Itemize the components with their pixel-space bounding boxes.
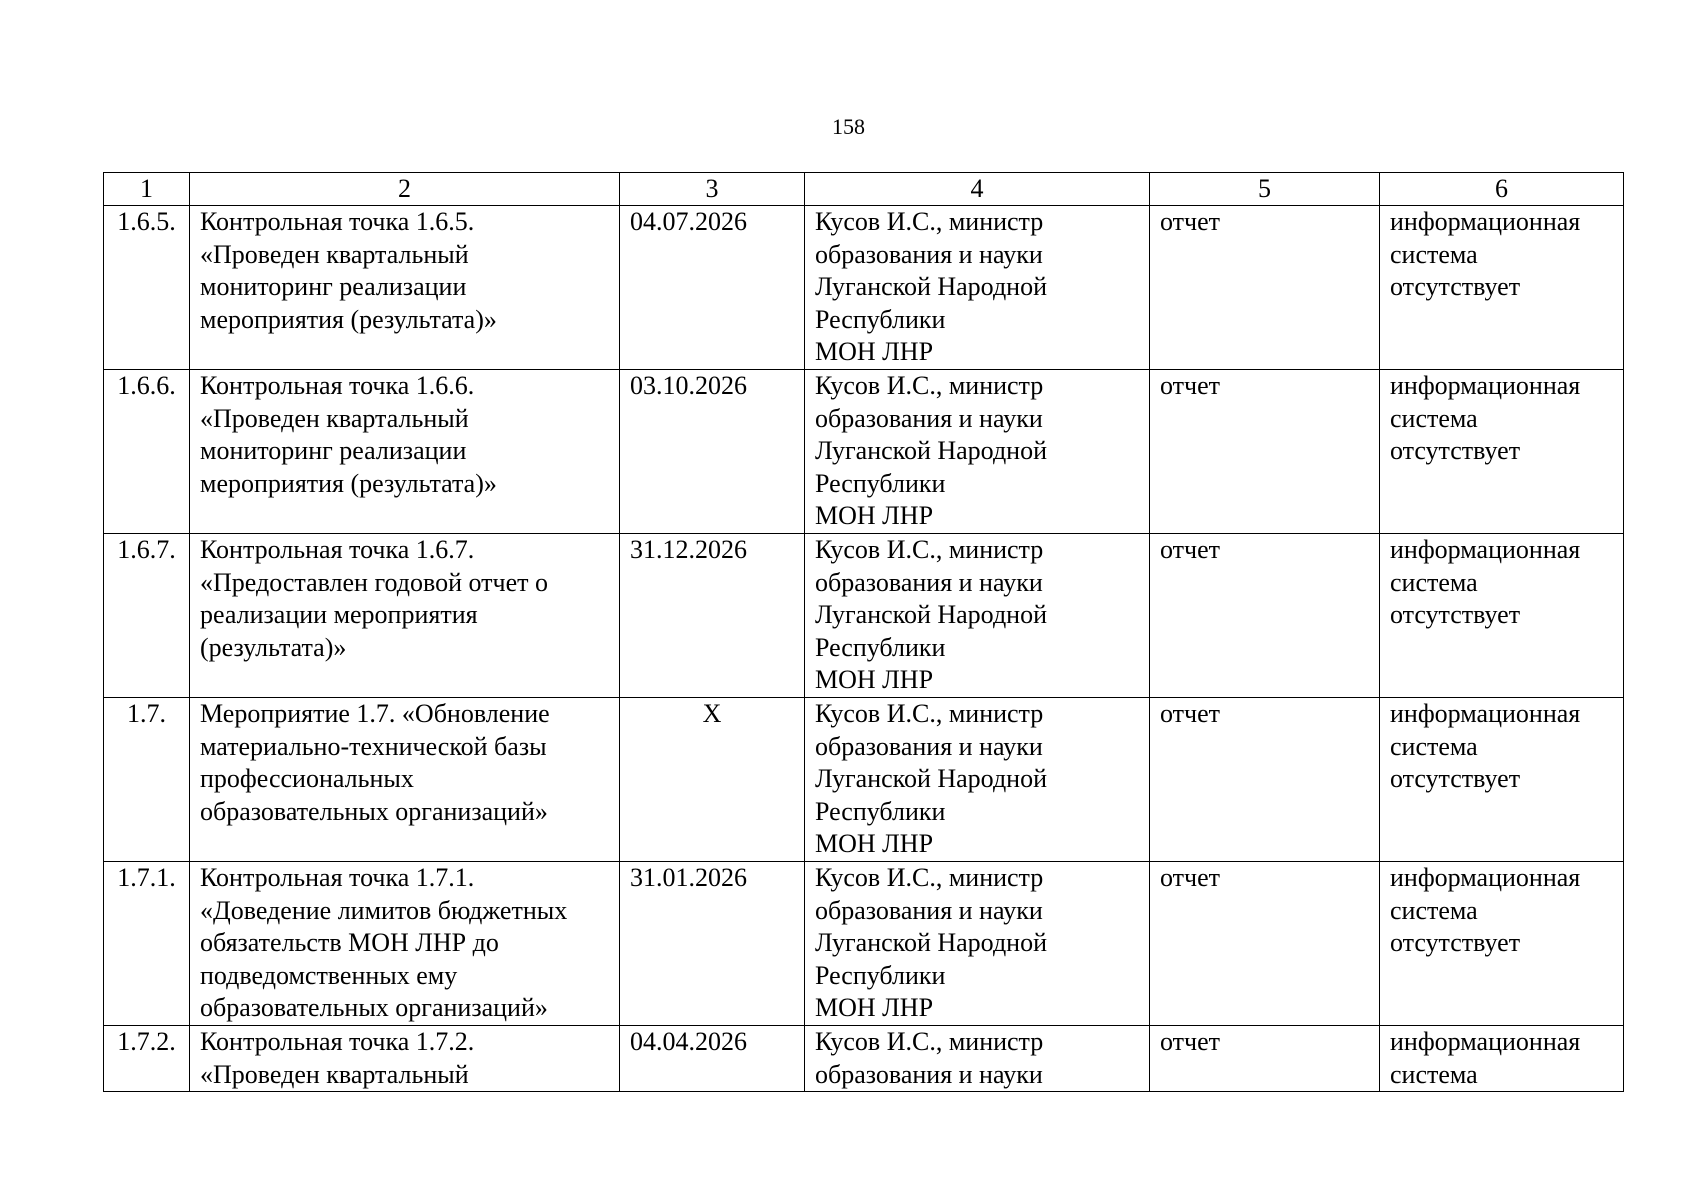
row-responsible-line: МОН ЛНР	[815, 993, 934, 1022]
row-responsible-line: Кусов И.С., министр	[815, 699, 1044, 728]
page-number: 158	[832, 114, 865, 139]
row-info-line: система	[1390, 403, 1478, 433]
row-name-line: профессиональных	[200, 764, 414, 793]
header-col-5: 5	[1150, 173, 1380, 206]
row-responsible-line: Республики	[815, 632, 946, 662]
row-info-system	[1380, 370, 1624, 534]
row-date: Х	[620, 698, 805, 862]
table-row	[104, 862, 1624, 1026]
row-info-line: система	[1390, 567, 1478, 597]
row-info-line: информационная	[1390, 1027, 1581, 1056]
table-row	[104, 698, 1624, 862]
row-info-line: отсутствует	[1390, 272, 1521, 301]
table-row	[104, 206, 1624, 370]
row-date: 03.10.2026	[620, 370, 805, 534]
row-info-line: система	[1390, 239, 1478, 269]
header-col-1: 1	[104, 173, 190, 206]
row-info-line: система	[1390, 895, 1478, 925]
row-name-line: Контрольная точка 1.7.1.	[200, 863, 475, 892]
row-name	[190, 534, 620, 698]
plan-table	[103, 172, 1624, 1092]
row-name	[190, 1026, 620, 1092]
row-responsible-line: образования и науки	[815, 895, 1043, 925]
row-responsible-line: Луганской Народной	[815, 600, 1047, 629]
header-col-2: 2	[190, 173, 620, 206]
row-responsible	[805, 1026, 1150, 1092]
row-number: 1.6.5.	[104, 206, 190, 370]
row-info-line: система	[1390, 731, 1478, 761]
row-responsible-line: Кусов И.С., министр	[815, 371, 1044, 400]
row-number: 1.6.6.	[104, 370, 190, 534]
row-responsible-line: образования и науки	[815, 731, 1043, 761]
row-responsible-line: Луганской Народной	[815, 928, 1047, 957]
header-col-4: 4	[805, 173, 1150, 206]
row-info-line: информационная	[1390, 863, 1581, 892]
row-doc-type: отчет	[1150, 862, 1380, 1026]
row-name-line: образовательных организаций»	[200, 796, 548, 826]
row-responsible-line: Луганской Народной	[815, 764, 1047, 793]
row-responsible-line: МОН ЛНР	[815, 337, 934, 366]
row-number: 1.6.7.	[104, 534, 190, 698]
row-doc-type: отчет	[1150, 1026, 1380, 1092]
row-responsible	[805, 698, 1150, 862]
row-name-line: мониторинг реализации	[200, 272, 467, 301]
row-info-system	[1380, 534, 1624, 698]
row-name	[190, 206, 620, 370]
row-responsible-line: Республики	[815, 468, 946, 498]
row-date: 04.04.2026	[620, 1026, 805, 1092]
row-doc-type: отчет	[1150, 534, 1380, 698]
row-info-line: система	[1390, 1059, 1478, 1089]
row-info-line: отсутствует	[1390, 436, 1521, 465]
row-name-line: мероприятия (результата)»	[200, 468, 497, 498]
table-header-row	[104, 173, 1624, 206]
row-date: 31.12.2026	[620, 534, 805, 698]
row-name-line: «Предоставлен годовой отчет о	[200, 567, 548, 597]
row-responsible-line: Луганской Народной	[815, 436, 1047, 465]
row-responsible	[805, 206, 1150, 370]
row-info-line: отсутствует	[1390, 928, 1521, 957]
row-info-line: информационная	[1390, 207, 1581, 236]
row-doc-type: отчет	[1150, 206, 1380, 370]
row-responsible	[805, 862, 1150, 1026]
row-name-line: «Проведен квартальный	[200, 403, 469, 433]
table-row	[104, 370, 1624, 534]
row-name-line: Контрольная точка 1.6.7.	[200, 535, 475, 564]
row-responsible-line: Кусов И.С., министр	[815, 863, 1044, 892]
row-name-line: (результата)»	[200, 632, 347, 662]
row-name-line: обязательств МОН ЛНР до	[200, 928, 499, 957]
row-responsible-line: образования и науки	[815, 567, 1043, 597]
row-responsible-line: МОН ЛНР	[815, 829, 934, 858]
table-row	[104, 534, 1624, 698]
row-info-system	[1380, 698, 1624, 862]
row-name-line: Контрольная точка 1.6.6.	[200, 371, 475, 400]
row-date: 31.01.2026	[620, 862, 805, 1026]
row-info-line: отсутствует	[1390, 764, 1521, 793]
row-responsible-line: Кусов И.С., министр	[815, 207, 1044, 236]
row-info-system	[1380, 862, 1624, 1026]
row-number: 1.7.	[104, 698, 190, 862]
header-col-6: 6	[1380, 173, 1624, 206]
row-number: 1.7.1.	[104, 862, 190, 1026]
row-name	[190, 370, 620, 534]
row-responsible-line: Кусов И.С., министр	[815, 535, 1044, 564]
row-responsible-line: МОН ЛНР	[815, 501, 934, 530]
row-name-line: «Проведен квартальный	[200, 1059, 469, 1089]
row-name-line: Мероприятие 1.7. «Обновление	[200, 699, 550, 728]
row-responsible-line: Кусов И.С., министр	[815, 1027, 1044, 1056]
row-responsible-line: образования и науки	[815, 239, 1043, 269]
row-responsible-line: Республики	[815, 304, 946, 334]
row-name-line: мероприятия (результата)»	[200, 304, 497, 334]
row-responsible-line: МОН ЛНР	[815, 665, 934, 694]
row-number: 1.7.2.	[104, 1026, 190, 1092]
row-name-line: материально-технической базы	[200, 731, 547, 761]
row-name-line: «Доведение лимитов бюджетных	[200, 895, 568, 925]
row-info-line: информационная	[1390, 535, 1581, 564]
row-responsible-line: образования и науки	[815, 403, 1043, 433]
row-responsible	[805, 534, 1150, 698]
row-responsible	[805, 370, 1150, 534]
row-name	[190, 862, 620, 1026]
row-name-line: реализации мероприятия	[200, 600, 478, 629]
row-doc-type: отчет	[1150, 698, 1380, 862]
header-col-3: 3	[620, 173, 805, 206]
row-info-line: информационная	[1390, 699, 1581, 728]
row-info-line: информационная	[1390, 371, 1581, 400]
row-doc-type: отчет	[1150, 370, 1380, 534]
row-name-line: «Проведен квартальный	[200, 239, 469, 269]
row-date: 04.07.2026	[620, 206, 805, 370]
row-name-line: мониторинг реализации	[200, 436, 467, 465]
row-info-system	[1380, 1026, 1624, 1092]
row-name-line: Контрольная точка 1.6.5.	[200, 207, 475, 236]
row-info-line: отсутствует	[1390, 600, 1521, 629]
row-info-system	[1380, 206, 1624, 370]
row-responsible-line: образования и науки	[815, 1059, 1043, 1089]
row-responsible-line: Республики	[815, 796, 946, 826]
row-responsible-line: Республики	[815, 960, 946, 990]
table-row	[104, 1026, 1624, 1092]
row-name-line: Контрольная точка 1.7.2.	[200, 1027, 475, 1056]
row-name	[190, 698, 620, 862]
row-responsible-line: Луганской Народной	[815, 272, 1047, 301]
row-name-line: образовательных организаций»	[200, 993, 548, 1022]
row-name-line: подведомственных ему	[200, 960, 458, 990]
